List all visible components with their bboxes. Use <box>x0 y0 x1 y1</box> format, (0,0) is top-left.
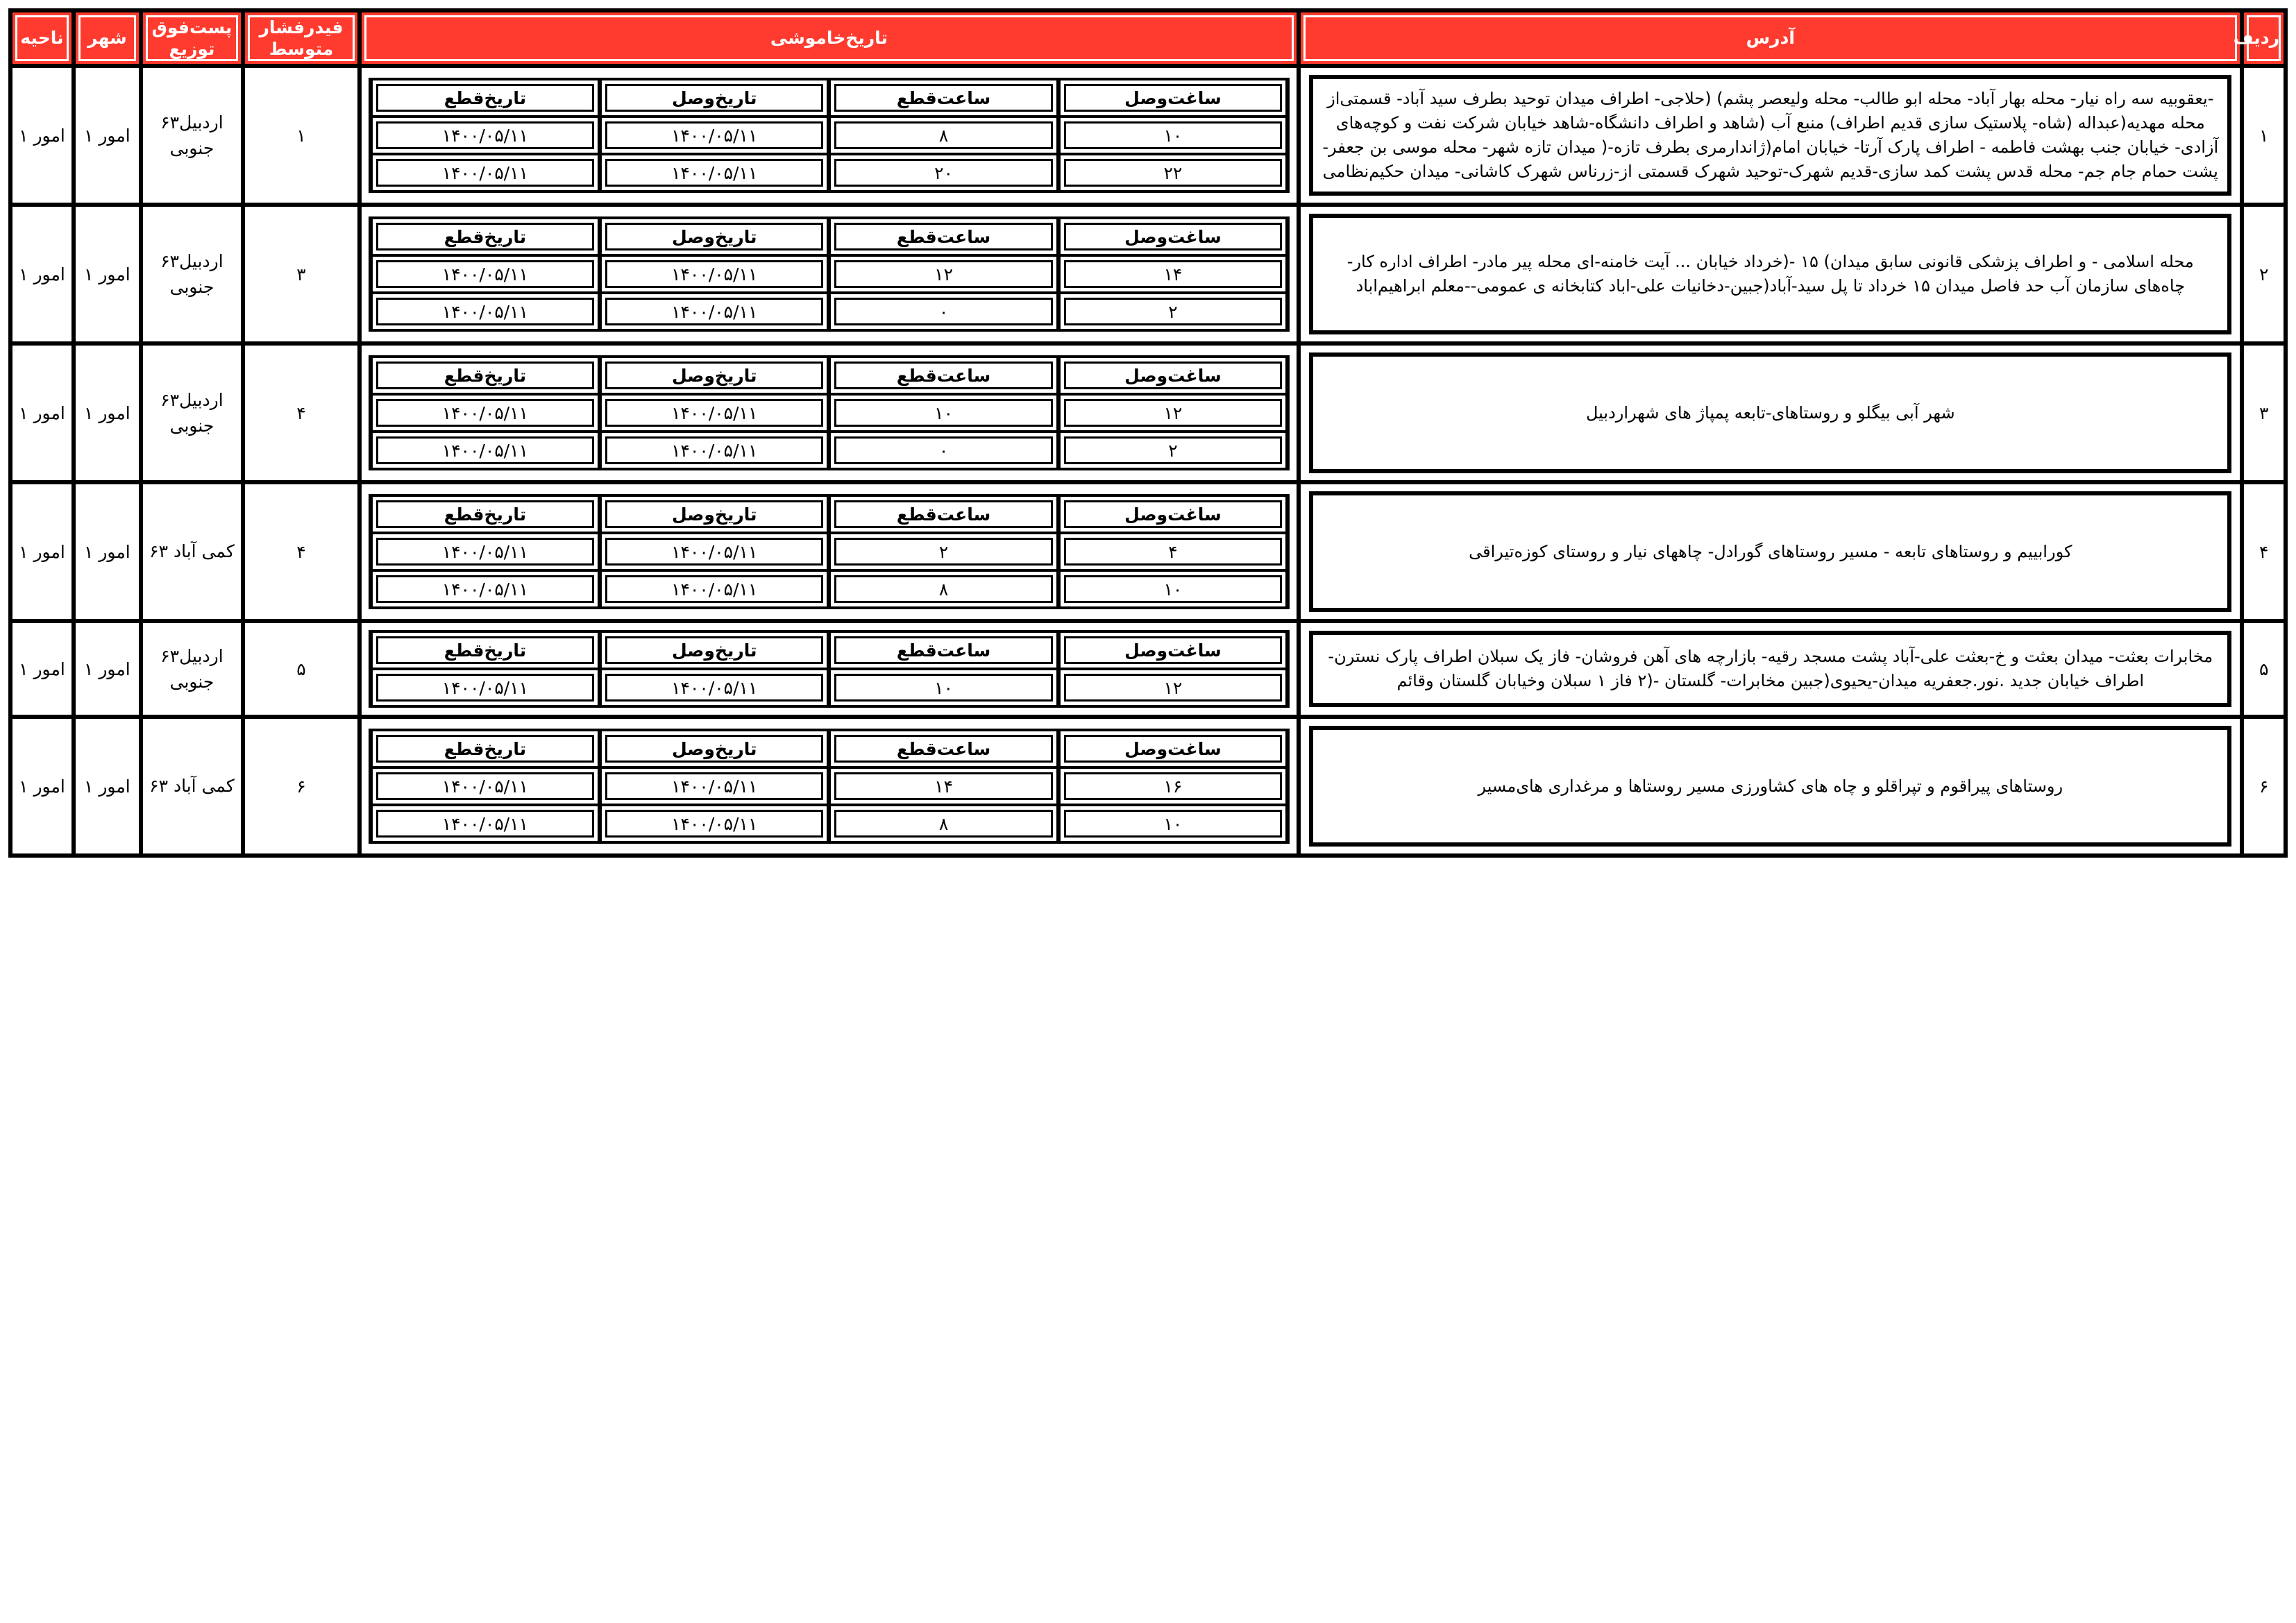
slot-cut-date: ۱۴۰۰/۰۵/۱۱ <box>373 433 598 468</box>
slot-cut-date: ۱۴۰۰/۰۵/۱۱ <box>373 670 598 705</box>
slot-header-connect-hour: ساغت‌وصل <box>1061 497 1285 532</box>
city-cell: امور ۱ <box>76 207 139 341</box>
slot-header-cut-date: تاریخ‌قطع <box>373 731 598 766</box>
address-text: محله اسلامی - و اطراف پزشکی قانونی سابق میدان) ۱۵ -(خرداد خیابان ... آیت خامنه-ای محله پیر مادر- اطراف اداره کار- چاه‌های سازمان آب حد فاصل میدان ۱۵ خرداد تا پل سید-آباد(جبین-دخانیات علی-اباد کتابخانه ی عمومی--معلم ابراهیم‌اباد <box>1309 214 2231 334</box>
row-number-cell: ۳ <box>2244 346 2284 480</box>
address-cell <box>1301 623 2240 715</box>
slot-cut-hour: ۰ <box>831 294 1056 329</box>
slot-connect-date: ۱۴۰۰/۰۵/۱۱ <box>602 572 827 606</box>
header-region: ناحیه <box>12 12 71 64</box>
slot-header-cut-hour: ساعت‌قطع <box>831 219 1056 254</box>
outage-slots-table <box>369 630 1290 708</box>
slot-cut-date: ۱۴۰۰/۰۵/۱۱ <box>373 572 598 606</box>
table-row <box>12 207 2284 341</box>
feeder-cell: ۴ <box>245 484 357 619</box>
header-feeder: فیدرفشار متوسط <box>245 12 357 64</box>
substation-cell: اردبیل۶۳ جنوبی <box>143 623 241 715</box>
slot-row <box>373 396 1285 430</box>
slot-connect-hour: ۱۰ <box>1061 806 1285 841</box>
address-text: روستاهای پیراقوم و تپراقلو و چاه های کشاورزی مسیر روستاها و مرغداری های‌مسیر <box>1309 726 2231 847</box>
slots-header-row <box>373 358 1285 393</box>
slot-connect-date: ۱۴۰۰/۰۵/۱۱ <box>602 155 827 190</box>
outage-slots-table <box>369 729 1290 844</box>
slot-header-connect-hour: ساغت‌وصل <box>1061 731 1285 766</box>
slot-cut-date: ۱۴۰۰/۰۵/۱۱ <box>373 118 598 153</box>
slot-header-cut-date: تاریخ‌قطع <box>373 358 598 393</box>
slot-connect-hour: ۱۲ <box>1061 396 1285 430</box>
slot-cut-hour: ۲ <box>831 534 1056 569</box>
slot-connect-hour: ۱۶ <box>1061 769 1285 804</box>
region-cell: امور ۱ <box>12 207 71 341</box>
slot-cut-date: ۱۴۰۰/۰۵/۱۱ <box>373 294 598 329</box>
slot-row <box>373 806 1285 841</box>
slot-cut-hour: ۲۰ <box>831 155 1056 190</box>
row-number-cell: ۲ <box>2244 207 2284 341</box>
slots-header-row <box>373 731 1285 766</box>
slot-connect-date: ۱۴۰۰/۰۵/۱۱ <box>602 118 827 153</box>
address-cell <box>1301 68 2240 203</box>
outage-slots-table <box>369 78 1290 193</box>
slot-header-connect-date: تاریخ‌وصل <box>602 219 827 254</box>
row-number-cell: ۵ <box>2244 623 2284 715</box>
header-address: آدرس <box>1301 12 2240 64</box>
slot-row <box>373 572 1285 606</box>
header-substation: پست‌فوق توزیع <box>143 12 241 64</box>
slot-row <box>373 155 1285 190</box>
table-row <box>12 346 2284 480</box>
feeder-cell: ۵ <box>245 623 357 715</box>
slot-cut-date: ۱۴۰۰/۰۵/۱۱ <box>373 534 598 569</box>
slot-cut-hour: ۱۴ <box>831 769 1056 804</box>
slot-header-cut-hour: ساعت‌قطع <box>831 497 1056 532</box>
feeder-cell: ۳ <box>245 207 357 341</box>
region-cell: امور ۱ <box>12 719 71 853</box>
slot-connect-date: ۱۴۰۰/۰۵/۱۱ <box>602 257 827 291</box>
slot-cut-date: ۱۴۰۰/۰۵/۱۱ <box>373 257 598 291</box>
header-row <box>12 12 2284 64</box>
slot-header-cut-hour: ساعت‌قطع <box>831 731 1056 766</box>
slot-row <box>373 534 1285 569</box>
substation-cell: اردبیل۶۳ جنوبی <box>143 68 241 203</box>
address-text: -یعقوبیه سه راه نیار- محله بهار آباد- محله ابو طالب- محله ولیعصر پشم) (حلاجی- اطراف میدان توحید بطرف سید آباد- قسمتی‌از محله مهدیه(عبداله (شاه- پلاستیک سازی قدیم اطراف) منبع آب (شاهد و اطراف دانشگاه-شاهد خیابان شرکت نفت و کوچه‌های آزادی- خیابان جنب بهشت فاطمه - اطراف پارک آرتا- خیابان امام(ژاندارمری بطرف تازه-( میدان تازه شهر- محله موسی بن جعفر- پشت حمام جام جم- محله قدس پشت کمد سازی-قدیم شهرک-توحید شهرک قسمتی از-زرناس شهرک کاشانی- میدان حکیم‌نظامی <box>1309 75 2231 196</box>
outage-dates-cell <box>362 623 1297 715</box>
slot-cut-hour: ۱۲ <box>831 257 1056 291</box>
outage-table <box>8 8 2288 858</box>
slot-row <box>373 433 1285 468</box>
region-cell: امور ۱ <box>12 346 71 480</box>
slot-connect-date: ۱۴۰۰/۰۵/۱۱ <box>602 294 827 329</box>
header-row-number: ردیف <box>2244 12 2284 64</box>
address-text: شهر آبی بیگلو و روستاهای-تابعه پمپاژ های شهراردبیل <box>1309 352 2231 473</box>
city-cell: امور ۱ <box>76 719 139 853</box>
table-row <box>12 623 2284 715</box>
header-outage-date: تاریخ‌خاموشی <box>362 12 1297 64</box>
slot-header-cut-date: تاریخ‌قطع <box>373 633 598 668</box>
slot-connect-hour: ۱۴ <box>1061 257 1285 291</box>
substation-cell: اردبیل۶۳ جنوبی <box>143 207 241 341</box>
slot-cut-date: ۱۴۰۰/۰۵/۱۱ <box>373 396 598 430</box>
slot-cut-date: ۱۴۰۰/۰۵/۱۱ <box>373 155 598 190</box>
slot-connect-date: ۱۴۰۰/۰۵/۱۱ <box>602 670 827 705</box>
slot-cut-date: ۱۴۰۰/۰۵/۱۱ <box>373 806 598 841</box>
slot-cut-date: ۱۴۰۰/۰۵/۱۱ <box>373 769 598 804</box>
slot-header-connect-hour: ساغت‌وصل <box>1061 219 1285 254</box>
slot-header-connect-hour: ساغت‌وصل <box>1061 358 1285 393</box>
outage-dates-cell <box>362 484 1297 619</box>
outage-dates-cell <box>362 68 1297 203</box>
slot-header-connect-date: تاریخ‌وصل <box>602 633 827 668</box>
outage-slots-table <box>369 355 1290 470</box>
slot-connect-hour: ۲۲ <box>1061 155 1285 190</box>
region-cell: امور ۱ <box>12 484 71 619</box>
outage-schedule-sheet <box>8 8 2288 858</box>
slot-cut-hour: ۱۰ <box>831 670 1056 705</box>
city-cell: امور ۱ <box>76 346 139 480</box>
address-text: کورابییم و روستاهای تابعه - مسیر روستاهای گورادل- چاههای نیار و روستای کوزه‌تیراقی <box>1309 491 2231 612</box>
region-cell: امور ۱ <box>12 623 71 715</box>
address-cell <box>1301 484 2240 619</box>
slot-header-cut-hour: ساعت‌قطع <box>831 633 1056 668</box>
city-cell: امور ۱ <box>76 623 139 715</box>
row-number-cell: ۱ <box>2244 68 2284 203</box>
slot-cut-hour: ۸ <box>831 806 1056 841</box>
feeder-cell: ۶ <box>245 719 357 853</box>
city-cell: امور ۱ <box>76 68 139 203</box>
slots-header-row <box>373 633 1285 668</box>
slot-connect-date: ۱۴۰۰/۰۵/۱۱ <box>602 806 827 841</box>
address-cell <box>1301 719 2240 853</box>
region-cell: امور ۱ <box>12 68 71 203</box>
slot-connect-hour: ۱۲ <box>1061 670 1285 705</box>
slot-header-connect-date: تاریخ‌وصل <box>602 80 827 115</box>
slot-row <box>373 294 1285 329</box>
city-cell: امور ۱ <box>76 484 139 619</box>
outage-dates-cell <box>362 719 1297 853</box>
address-text: مخابرات بعثت- میدان بعثت و خ-بعثت علی-آباد پشت مسجد رقیه- بازارچه های آهن فروشان- فاز یک سبلان اطراف پارک نسترن- اطراف خیابان جدید .نور.جعفریه میدان-یحیوی(جبین مخابرات- گلستان -(۲ فاز ۱ سبلان وخیابان گلستان وقائم <box>1309 631 2231 707</box>
slot-row <box>373 769 1285 804</box>
slot-header-connect-date: تاریخ‌وصل <box>602 497 827 532</box>
slot-connect-hour: ۴ <box>1061 534 1285 569</box>
slots-header-row <box>373 80 1285 115</box>
slot-header-cut-date: تاریخ‌قطع <box>373 219 598 254</box>
slot-cut-hour: ۱۰ <box>831 396 1056 430</box>
slot-header-connect-date: تاریخ‌وصل <box>602 358 827 393</box>
slot-connect-date: ۱۴۰۰/۰۵/۱۱ <box>602 433 827 468</box>
table-row <box>12 484 2284 619</box>
slots-header-row <box>373 497 1285 532</box>
address-cell <box>1301 346 2240 480</box>
outage-dates-cell <box>362 207 1297 341</box>
outage-slots-table <box>369 216 1290 332</box>
slot-header-cut-date: تاریخ‌قطع <box>373 497 598 532</box>
slot-header-cut-hour: ساعت‌قطع <box>831 80 1056 115</box>
slot-header-connect-hour: ساغت‌وصل <box>1061 80 1285 115</box>
slot-connect-hour: ۲ <box>1061 294 1285 329</box>
slot-connect-hour: ۱۰ <box>1061 118 1285 153</box>
row-number-cell: ۴ <box>2244 484 2284 619</box>
slot-cut-hour: ۸ <box>831 118 1056 153</box>
slots-header-row <box>373 219 1285 254</box>
slot-header-connect-date: تاریخ‌وصل <box>602 731 827 766</box>
slot-header-cut-hour: ساعت‌قطع <box>831 358 1056 393</box>
row-number-cell: ۶ <box>2244 719 2284 853</box>
slot-row <box>373 118 1285 153</box>
slot-cut-hour: ۸ <box>831 572 1056 606</box>
slot-cut-hour: ۰ <box>831 433 1056 468</box>
slot-row <box>373 257 1285 291</box>
table-row <box>12 68 2284 203</box>
slot-connect-hour: ۲ <box>1061 433 1285 468</box>
outage-dates-cell <box>362 346 1297 480</box>
slot-connect-date: ۱۴۰۰/۰۵/۱۱ <box>602 769 827 804</box>
slot-connect-hour: ۱۰ <box>1061 572 1285 606</box>
slot-connect-date: ۱۴۰۰/۰۵/۱۱ <box>602 534 827 569</box>
table-row <box>12 719 2284 853</box>
address-cell <box>1301 207 2240 341</box>
slot-header-connect-hour: ساغت‌وصل <box>1061 633 1285 668</box>
slot-connect-date: ۱۴۰۰/۰۵/۱۱ <box>602 396 827 430</box>
substation-cell: کمی آباد ۶۳ <box>143 719 241 853</box>
header-city: شهر <box>76 12 139 64</box>
outage-slots-table <box>369 494 1290 609</box>
feeder-cell: ۱ <box>245 68 357 203</box>
substation-cell: اردبیل۶۳ جنوبی <box>143 346 241 480</box>
feeder-cell: ۴ <box>245 346 357 480</box>
substation-cell: کمی آباد ۶۳ <box>143 484 241 619</box>
slot-row <box>373 670 1285 705</box>
slot-header-cut-date: تاریخ‌قطع <box>373 80 598 115</box>
